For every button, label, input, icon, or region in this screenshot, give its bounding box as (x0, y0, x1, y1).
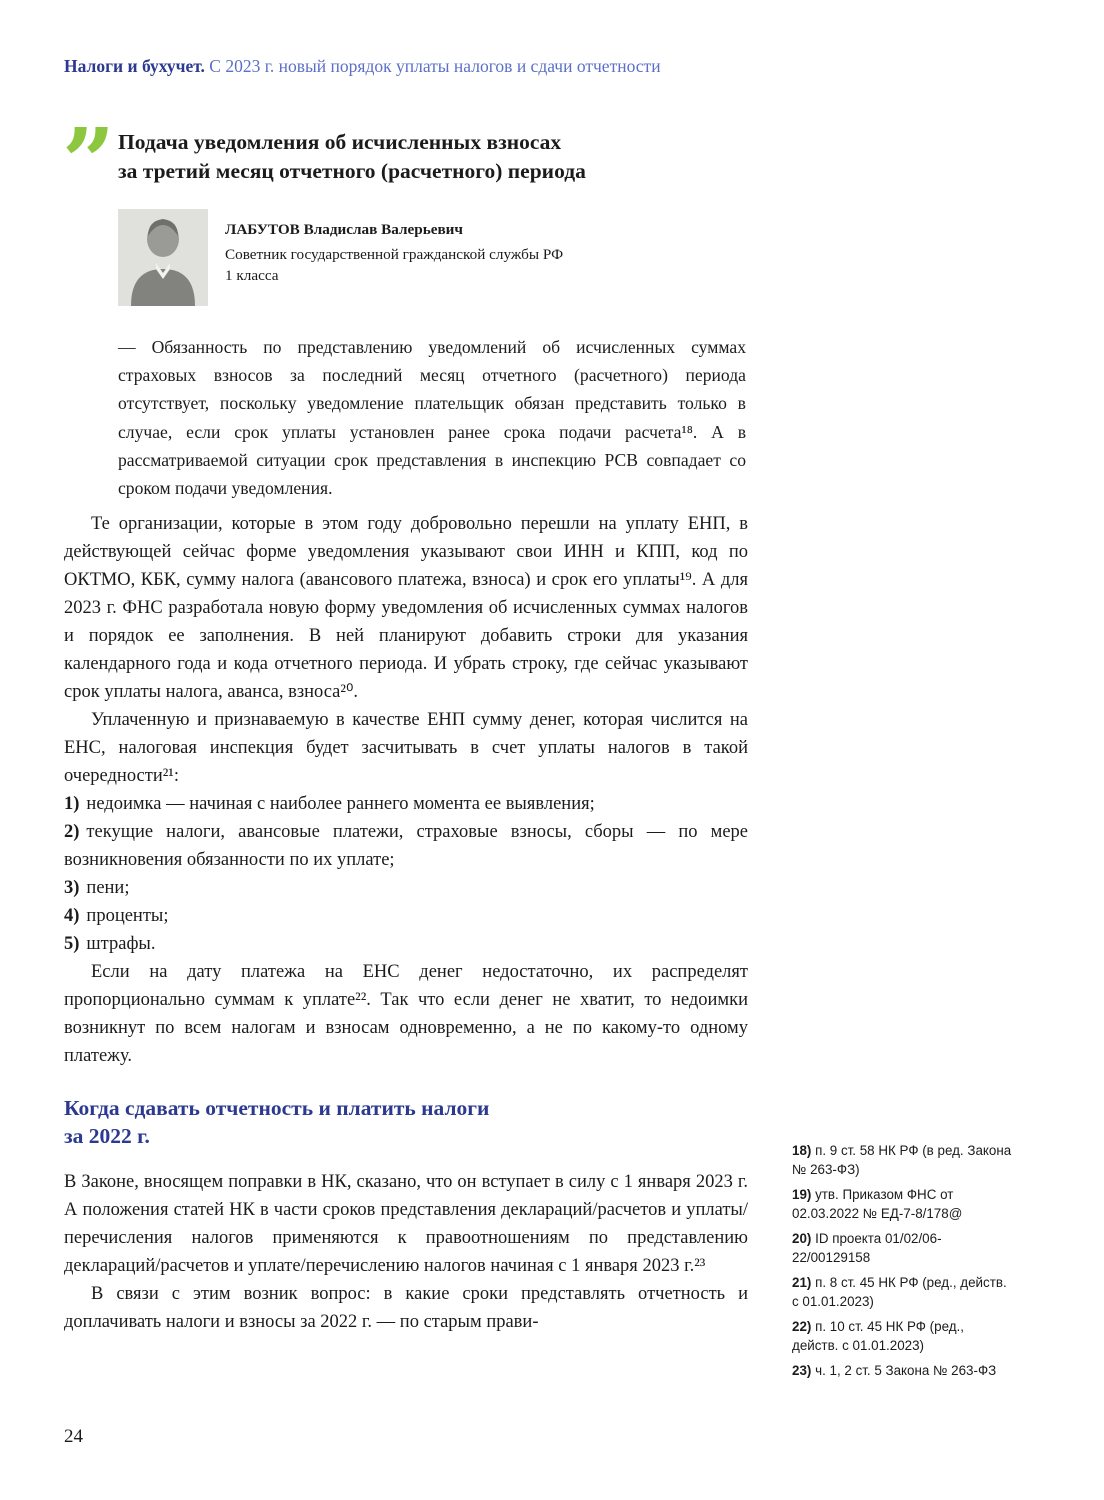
footnote-text: утв. Приказом ФНС от 02.03.2022 № ЕД-7-8/178@ (792, 1187, 963, 1221)
footnote (792, 1274, 1012, 1311)
footnote-text: ч. 1, 2 ст. 5 Закона № 263-ФЗ (815, 1363, 997, 1378)
list-item-number: 1) (64, 794, 80, 814)
list-item-text: недоимка — начиная с наиболее раннего момента ее выявления; (86, 794, 595, 814)
footnote-text: п. 9 ст. 58 НК РФ (в ред. Закона № 263-ФЗ) (792, 1143, 1012, 1177)
author-title-line1: Советник государственной гражданской службы РФ (225, 245, 564, 263)
expert-quote-block (62, 108, 746, 502)
list-item-number: 4) (64, 906, 80, 926)
footnote (792, 1186, 1012, 1223)
footnote (792, 1230, 1012, 1267)
section-heading (64, 1094, 748, 1151)
quote-heading (118, 128, 746, 185)
quote-text: — Обязанность по представлению уведомлений об исчисленных суммах страховых взносов за последний месяц отчетного (расчетного) периода отсутствует, поскольку уведомление плательщик обязан представить только в случае, если срок уплаты установлен ранее срока подачи расчета¹⁸. А в рассматриваемой ситуации срок представления в инспекцию РСВ совпадает со сроком подачи уведомления. (118, 337, 746, 498)
footnotes-sidebar (792, 1142, 1012, 1388)
ordered-list-item (64, 902, 748, 930)
quote-heading-line1: Подача уведомления об исчисленных взносах (118, 130, 562, 154)
section-heading-line2: за 2022 г. (64, 1124, 150, 1149)
footnote-number: 19) (792, 1187, 812, 1202)
footnote (792, 1362, 1012, 1381)
footnote-number: 20) (792, 1231, 812, 1246)
quote-icon: ” (62, 108, 115, 216)
list-item-text: текущие налоги, авансовые платежи, страховые взносы, сборы — по мере возникновения обязанности по их уплате; (64, 822, 748, 870)
paragraph: Уплаченную и признаваемую в качестве ЕНП сумму денег, которая числится на ЕНС, налоговая инспекция будет засчитывать в счет уплаты налогов в такой очередности²¹: (64, 710, 748, 786)
author-name: ЛАБУТОВ Владислав Валерьевич (225, 221, 463, 239)
section-heading-line1: Когда сдавать отчетность и платить налоги (64, 1096, 490, 1120)
ordered-list-item (64, 790, 748, 818)
author-info (225, 209, 563, 306)
footnote-text: ID проекта 01/02/06-22/00129158 (792, 1231, 942, 1265)
list-item-text: проценты; (86, 906, 169, 926)
page-number: 24 (64, 1426, 83, 1447)
list-item-number: 3) (64, 878, 80, 898)
list-item-number: 2) (64, 822, 80, 842)
article-body (64, 510, 748, 1336)
author-title-line2: 1 класса (225, 267, 279, 285)
footnote-text: п. 8 ст. 45 НК РФ (ред., действ. с 01.01.2023) (792, 1275, 1007, 1309)
paragraph: В связи с этим возник вопрос: в какие сроки представлять отчетность и доплачивать налоги и взносы за 2022 г. — по старым прави- (64, 1283, 748, 1332)
list-item-text: штрафы. (86, 934, 156, 954)
footnote (792, 1318, 1012, 1355)
footnote-number: 23) (792, 1363, 812, 1378)
list-item-number: 5) (64, 934, 80, 954)
quote-heading-line2: за третий месяц отчетного (расчетного) периода (118, 158, 586, 183)
list-item-text: пени; (86, 878, 130, 898)
paragraph: В Законе, вносящем поправки в НК, сказано, что он вступает в силу с 1 января 2023 г. А положения статей НК в части сроков представления деклараций/расчетов и уплаты/перечисления налогов применяются к правоотношениям по представлению деклараций/расчетов и уплате/перечислению налогов начиная с 1 января 2023 г.²³ (64, 1171, 748, 1276)
running-head (64, 56, 964, 78)
ordered-list-item (64, 874, 748, 902)
ordered-list-item (64, 818, 748, 874)
paragraph: Те организации, которые в этом году добровольно перешли на уплату ЕНП, в действующей сейчас форме уведомления указывают свои ИНН и КПП, код по ОКТМО, КБК, сумму налога (авансового платежа, взноса) и срок его уплаты¹⁹. А для 2023 г. ФНС разработала новую форму уведомления об исчисленных суммах налогов и порядок ее заполнения. В ней планируют добавить строки для указания календарного года и кода отчетного периода. И убрать строку, где сейчас указывают срок уплаты налога, аванса, взноса²⁰. (64, 514, 748, 702)
footnote-number: 21) (792, 1275, 812, 1290)
footnote-number: 18) (792, 1143, 812, 1158)
footnote-text: п. 10 ст. 45 НК РФ (ред., действ. с 01.01.2023) (792, 1319, 964, 1353)
author-block (118, 209, 746, 306)
paragraph: Если на дату платежа на ЕНС денег недостаточно, их распределят пропорционально суммам к уплате²². Так что если денег не хватит, то недоимки возникнут по всем налогам и взносам одновременно, а не по какому-то одному платежу. (64, 962, 748, 1066)
rubric-title: Налоги и бухучет. (64, 56, 205, 76)
footnote-number: 22) (792, 1319, 812, 1334)
author-portrait-placeholder (118, 209, 208, 306)
footnote (792, 1142, 1012, 1179)
ordered-list-item (64, 930, 748, 958)
article-running-title: С 2023 г. новый порядок уплаты налогов и сдачи отчетности (209, 56, 661, 76)
author-photo (118, 209, 208, 306)
